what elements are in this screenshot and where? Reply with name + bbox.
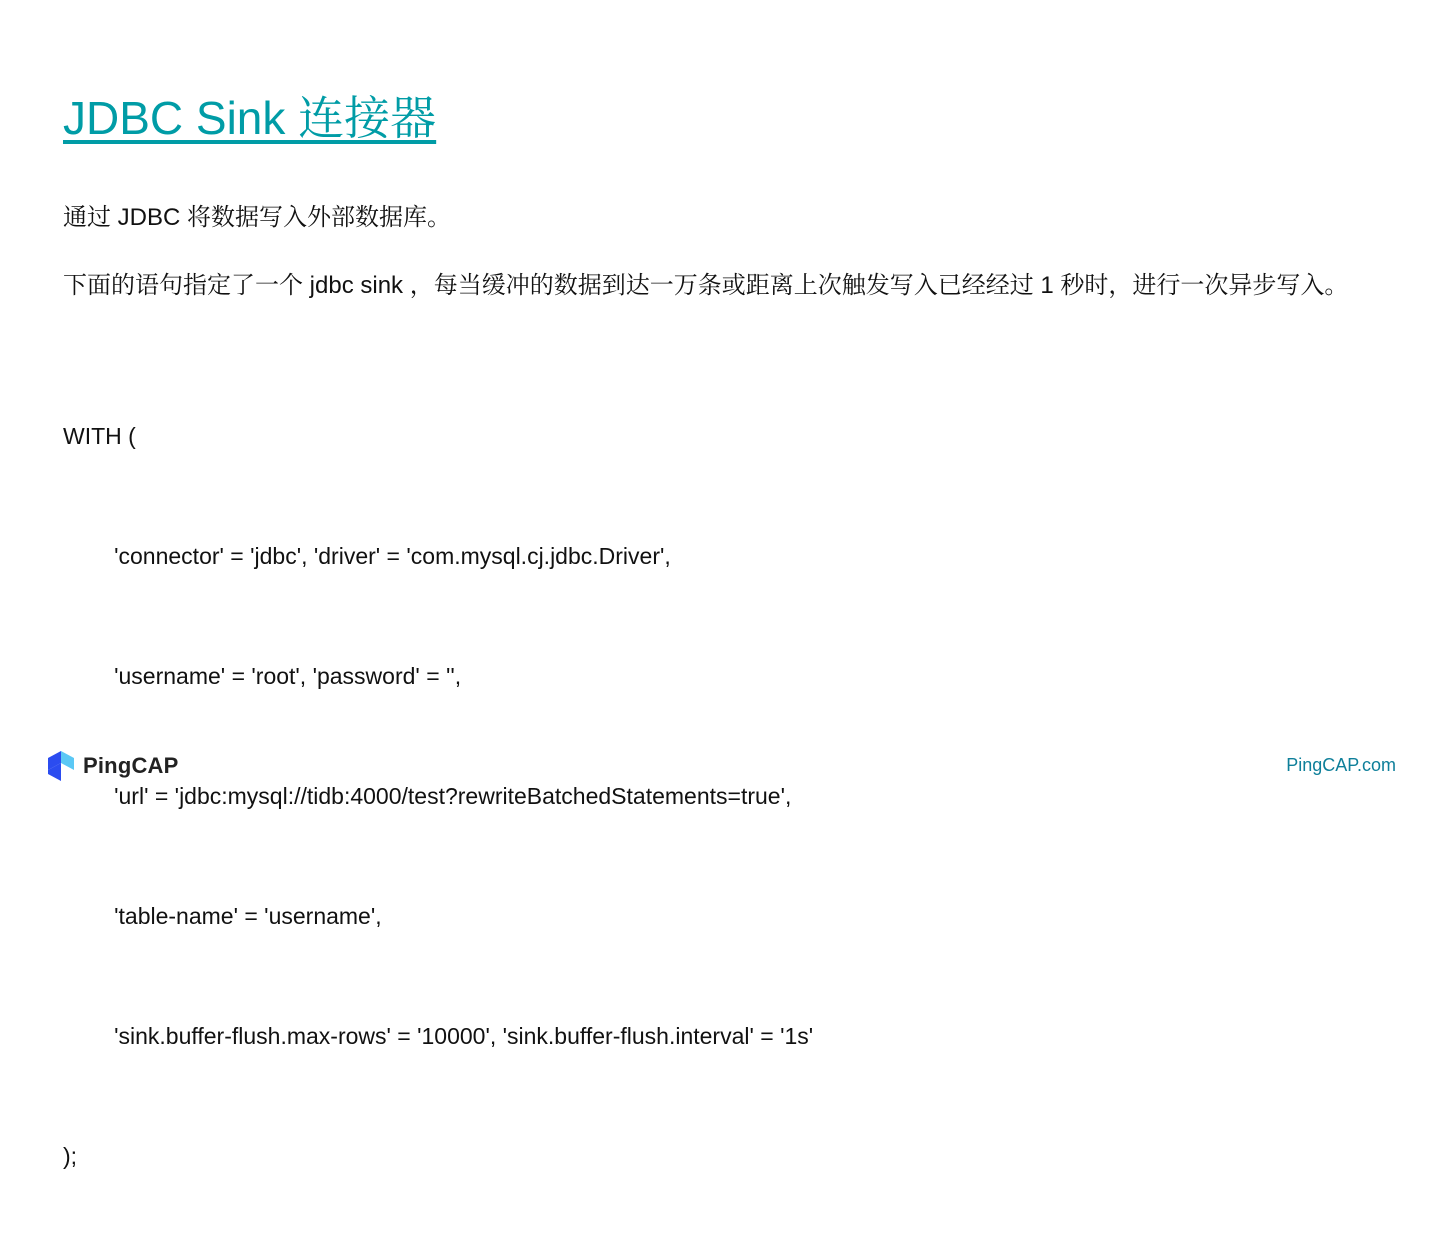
code-line: WITH ( <box>63 423 136 449</box>
paragraph-intro: 通过 JDBC 将数据写入外部数据库。 <box>63 204 452 231</box>
footer-site-link[interactable]: PingCAP.com <box>1286 755 1396 775</box>
pingcap-logo-icon <box>48 751 74 781</box>
sql-code-block <box>63 336 1383 1256</box>
pingcap-logo <box>48 751 179 781</box>
code-line: 'username' = 'root', 'password' = '', <box>63 663 462 689</box>
code-line: 'url' = 'jdbc:mysql://tidb:4000/test?rewriteBatchedStatements=true', <box>63 783 792 809</box>
page-title: JDBC Sink 连接器 <box>63 92 437 144</box>
code-line: ); <box>63 1143 78 1169</box>
paragraph-description: 下面的语句指定了一个 jdbc sink ，每当缓冲的数据到达一万条或距离上次触发写入已经经过 1 秒时，进行一次异步写入。 <box>63 272 1349 299</box>
code-line: 'connector' = 'jdbc', 'driver' = 'com.mysql.cj.jdbc.Driver', <box>63 543 671 569</box>
pingcap-logo-text: PingCAP <box>83 753 179 778</box>
slide-body <box>63 198 1383 1256</box>
code-line: 'table-name' = 'username', <box>63 903 382 929</box>
code-line: 'sink.buffer-flush.max-rows' = '10000', 'sink.buffer-flush.interval' = '1s' <box>63 1023 814 1049</box>
